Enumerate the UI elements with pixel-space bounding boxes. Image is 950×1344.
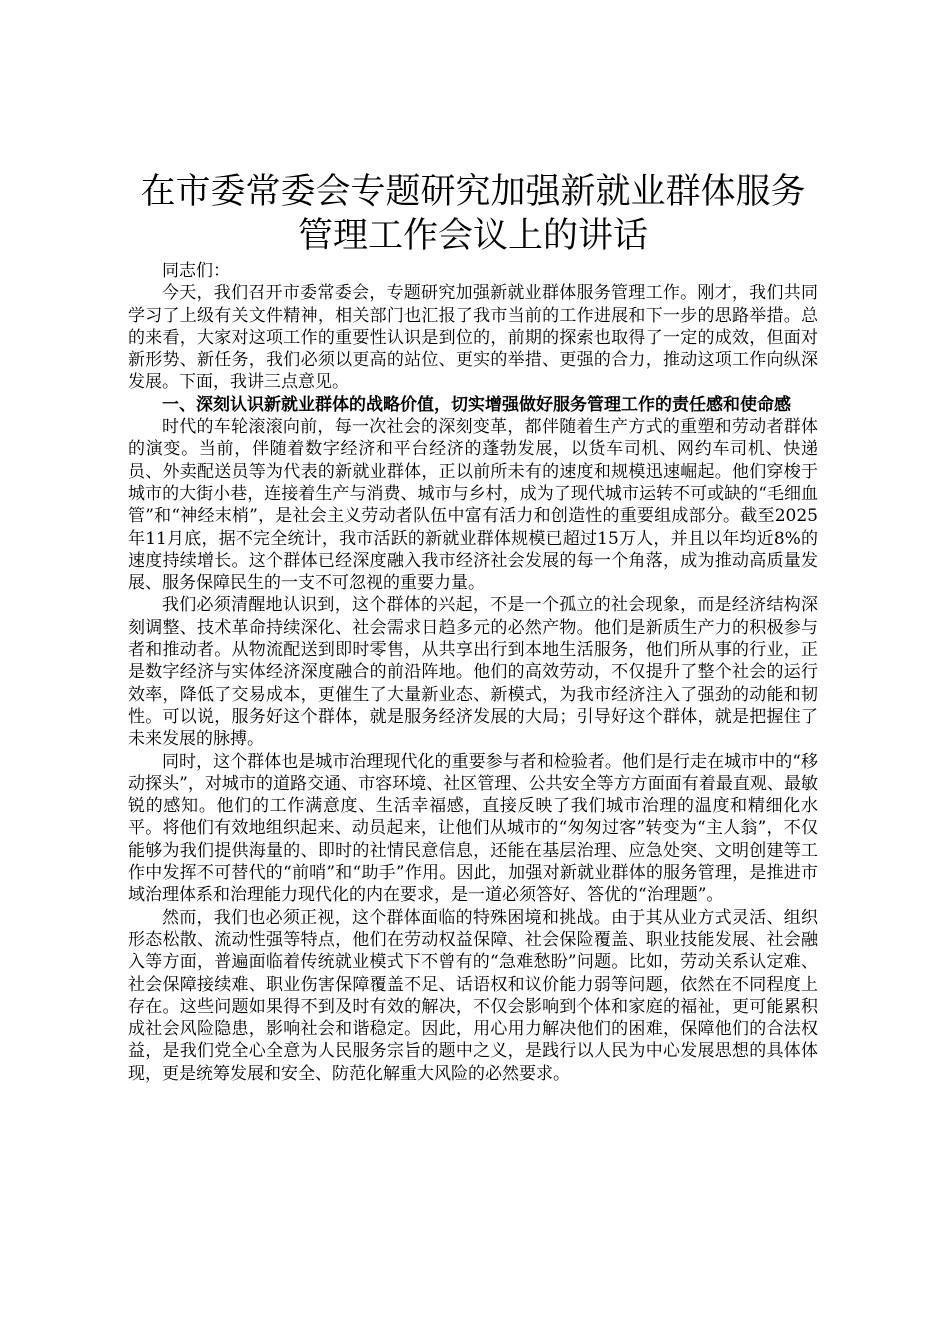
- document-body: [128, 260, 818, 1085]
- paragraph: 我们必须清醒地认识到，这个群体的兴起，不是一个孤立的社会现象，而是经济结构深刻调整、技术革命持续深化、社会需求日趋多元的必然产物。他们是新质生产力的积极参与者和推动者。从物流配送到即时零售，从共享出行到本地生活服务，他们所从事的行业，正是数字经济与实体经济深度融合的前沿阵地。他们的高效劳动，不仅提升了整个社会的运行效率，降低了交易成本，更催生了大量新业态、新模式，为我市经济注入了强劲的动能和韧性。可以说，服务好这个群体，就是服务经济发展的大局；引导好这个群体，就是把握住了未来发展的脉搏。: [128, 595, 818, 750]
- salutation: 同志们：: [162, 261, 230, 281]
- paragraph: 同时，这个群体也是城市治理现代化的重要参与者和检验者。他们是行走在城市中的“移动探头”，对城市的道路交通、市容环境、社区管理、公共安全等方方面面有着最直观、最敏锐的感知。他们的工作满意度、生活幸福感，直接反映了我们城市治理的温度和精细化水平。将他们有效地组织起来、动员起来，让他们从城市的“匆匆过客”转变为“主人翁”，不仅能够为我们提供海量的、即时的社情民意信息，还能在基层治理、应急处突、文明创建等工作中发挥不可替代的“前哨”和“助手”作用。因此，加强对新就业群体的服务管理，是推进市域治理体系和治理能力现代化的内在要求，是一道必须答好、答优的“治理题”。: [128, 751, 818, 906]
- paragraph: 然而，我们也必须正视，这个群体面临的特殊困境和挑战。由于其从业方式灵活、组织形态松散、流动性强等特点，他们在劳动权益保障、社会保险覆盖、职业技能发展、社会融入等方面，普遍面临着传统就业模式下不曾有的“急难愁盼”问题。比如，劳动关系认定难、社会保障接续难、职业伤害保障覆盖不足、话语权和议价能力弱等问题，依然在不同程度上存在。这些问题如果得不到及时有效的解决，不仅会影响到个体和家庭的福祉，更可能累积成社会风险隐患，影响社会和谐稳定。因此，用心用力解决他们的困难，保障他们的合法权益，是我们党全心全意为人民服务宗旨的题中之义，是践行以人民为中心发展思想的具体体现，更是统筹发展和安全、防范化解重大风险的必然要求。: [128, 907, 818, 1084]
- document-title: 在市委常委会专题研究加强新就业群体服务管理工作会议上的讲话: [140, 172, 806, 256]
- document-page: [128, 170, 818, 1085]
- paragraph: 时代的车轮滚滚向前，每一次社会的深刻变革，都伴随着生产方式的重塑和劳动者群体的演变。当前，伴随着数字经济和平台经济的蓬勃发展，以货车司机、网约车司机、快递员、外卖配送员等为代表的新就业群体，正以前所未有的速度和规模迅速崛起。他们穿梭于城市的大街小巷，连接着生产与消费、城市与乡村，成为了现代城市运转不可或缺的“毛细血管”和“神经末梢”，是社会主义劳动者队伍中富有活力和创造性的重要组成部分。截至2025年11月底，据不完全统计，我市活跃的新就业群体规模已超过15万人，并且以年均近8%的速度持续增长。这个群体已经深度融入我市经济社会发展的每一个角落，成为推动高质量发展、服务保障民生的一支不可忽视的重要力量。: [128, 417, 818, 594]
- section-heading-1: 一、深刻认识新就业群体的战略价值，切实增强做好服务管理工作的责任感和使命感: [162, 394, 791, 415]
- paragraph-intro: 今天，我们召开市委常委会，专题研究加强新就业群体服务管理工作。刚才，我们共同学习了上级有关文件精神，相关部门也汇报了我市当前的工作进展和下一步的思路举措。总的来看，大家对这项工作的重要性认识是到位的，前期的探索也取得了一定的成效，但面对新形势、新任务，我们必须以更高的站位、更实的举措、更强的合力，推动这项工作向纵深发展。下面，我讲三点意见。: [128, 283, 818, 393]
